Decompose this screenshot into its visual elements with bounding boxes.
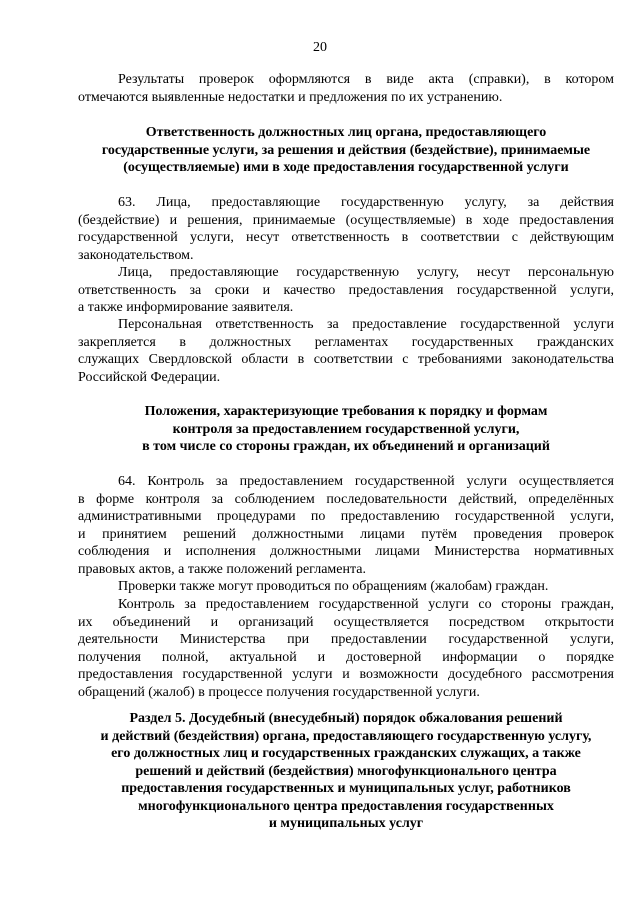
text-line: в форме контроля за соблюдением последовательности действий, определённых	[78, 491, 614, 507]
text-line: Персональная ответственность за предоставление государственной услуги	[118, 317, 614, 332]
page-number: 20	[313, 40, 327, 55]
text-line: обращений (жалоб) в процессе получения государственной услуги.	[78, 684, 480, 700]
text-line: служащих Свердловской области в соответствии с требованиями законодательства	[78, 352, 614, 367]
text-line: Российской Федерации.	[78, 369, 221, 385]
text-line: 64. Контроль за предоставлением государственной услуги осуществляется	[118, 474, 614, 489]
heading-line: многофункционального центра предоставления государственных	[138, 798, 554, 814]
heading-line: государственные услуги, за решения и действия (бездействие), принимаемые	[101, 142, 591, 158]
text-line: а также информирование заявителя.	[78, 300, 294, 315]
heading-line: Положения, характеризующие требования к порядку и формам	[144, 404, 548, 419]
text-line: отмечаются выявленные недостатки и предложения по их устранению.	[78, 89, 503, 105]
heading-line: предоставления государственных и муниципальных услуг, работников	[121, 781, 571, 796]
text-line: предоставления государственной услуги и возможности досудебного рассмотрения	[78, 667, 614, 682]
text-line: законодательством.	[78, 247, 194, 263]
heading-section-5	[78, 710, 614, 833]
paragraph-63	[78, 194, 614, 264]
heading-line: Ответственность должностных лиц органа, предоставляющего	[145, 125, 547, 140]
paragraph-63-job-regulations	[78, 316, 614, 386]
heading-line: (осуществляемые) ими в ходе предоставления государственной услуги	[123, 160, 569, 175]
text-line: соблюдения и исполнения должностными лицами Министерства нормативных	[78, 544, 614, 559]
text-line: Контроль за предоставлением государственной услуги со стороны граждан,	[118, 597, 614, 612]
text-line: административными процедурами по предоставлению государственной услуги,	[78, 509, 614, 524]
heading-line: Раздел 5. Досудебный (внесудебный) порядок обжалования решений	[129, 711, 563, 726]
text-line: их объединений и организаций осуществляется посредством открытости	[78, 614, 614, 630]
heading-line: и муниципальных услуг	[268, 816, 424, 831]
heading-line: и действий (бездействия) органа, предоставляющего государственную услугу,	[100, 728, 592, 744]
heading-control-provisions	[78, 403, 614, 456]
paragraph-64	[78, 473, 614, 578]
heading-line: его должностных лиц и государственных гражданских служащих, а также	[111, 746, 581, 761]
text-line: государственной услуги, несут ответственность в соответствии с действующим	[78, 230, 614, 245]
heading-line: контроля за предоставлением государственной услуги,	[172, 421, 520, 437]
paragraph-64-public-control	[78, 596, 614, 701]
heading-responsibility	[78, 124, 614, 177]
text-line: правовых актов, а также положений регламента.	[78, 561, 366, 577]
text-line: Результаты проверок оформляются в виде акта (справки), в котором	[118, 72, 614, 87]
text-line: Проверки также могут проводиться по обращениям (жалобам) граждан.	[118, 579, 549, 594]
paragraph-inspection-results	[78, 71, 614, 106]
text-line: и принятием решений должностными лицами путём проведения проверок	[78, 526, 614, 542]
text-line: получения полной, актуальной и достоверной информации о порядке	[78, 649, 614, 665]
text-line: Лица, предоставляющие государственную услугу, несут персональную	[118, 265, 614, 280]
text-line: ответственность за сроки и качество предоставления государственной услуги,	[78, 282, 614, 298]
text-line: деятельности Министерства при предоставлении государственной услуги,	[78, 632, 614, 647]
paragraph-63-personal-responsibility	[78, 264, 614, 317]
text-line: (бездействие) и решения, принимаемые (осуществляемые) в ходе предоставления	[78, 212, 614, 228]
text-line: 63. Лица, предоставляющие государственную услугу, за действия	[118, 195, 614, 210]
heading-line: в том числе со стороны граждан, их объединений и организаций	[142, 439, 550, 454]
paragraph-64-complaint-checks	[78, 578, 614, 596]
text-line: закрепляется в должностных регламентах государственных гражданских	[78, 334, 614, 350]
heading-line: решений и действий (бездействия) многофункционального центра	[135, 763, 557, 779]
